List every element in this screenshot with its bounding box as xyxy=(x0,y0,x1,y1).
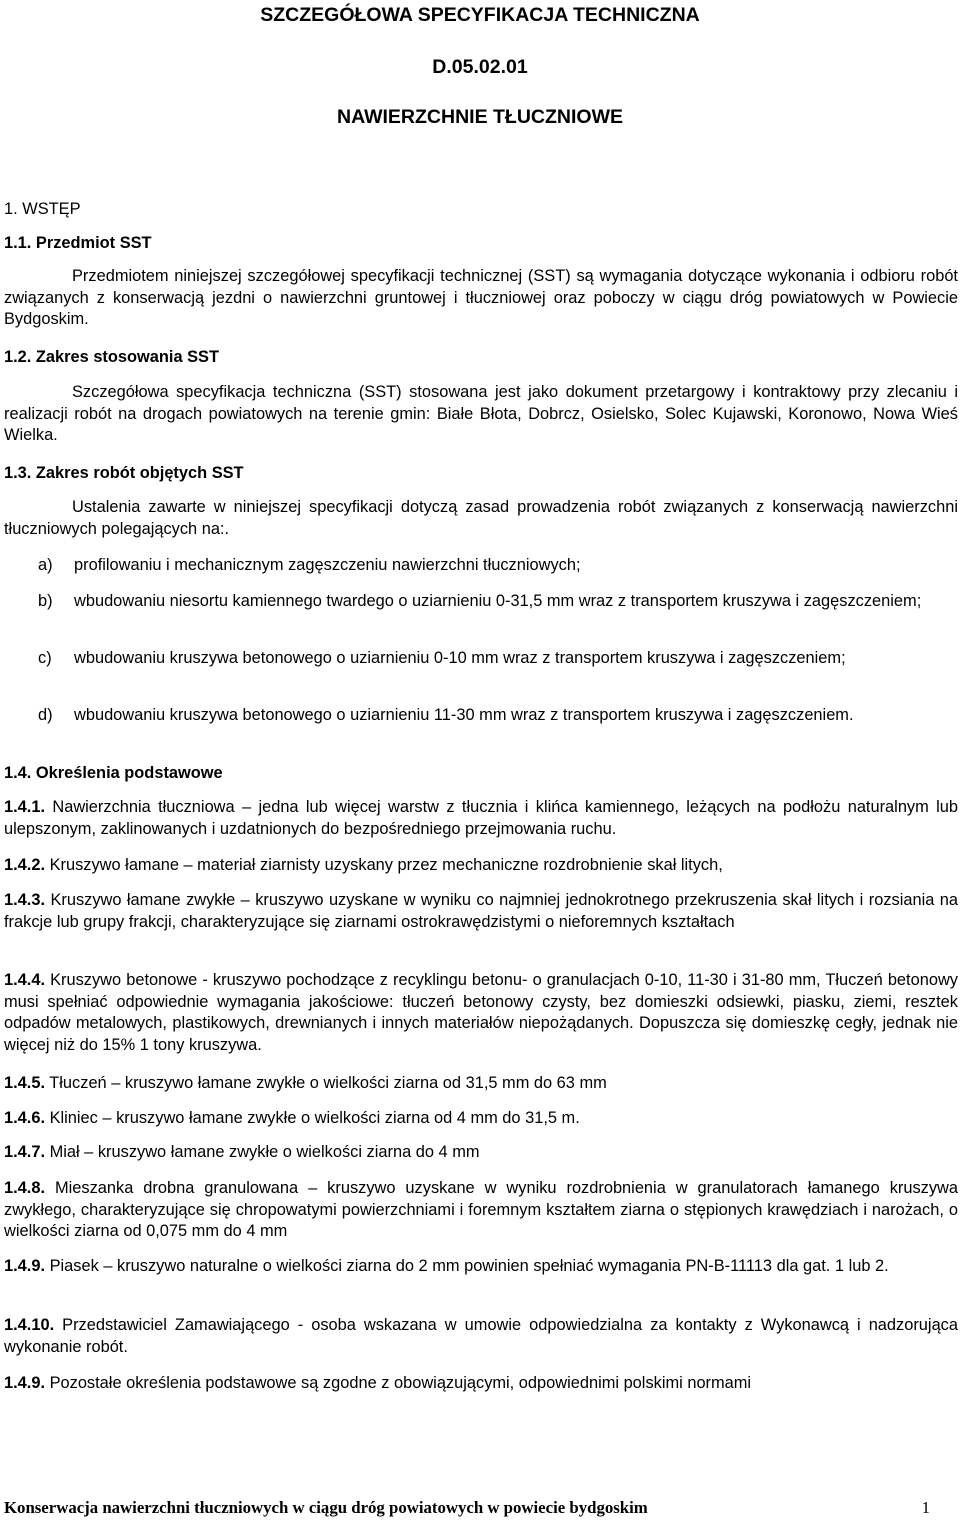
list-item: c) wbudowaniu kruszywa betonowego o uziarnieniu 0-10 mm wraz z transportem kruszywa i zagęszczeniem; xyxy=(38,649,846,667)
definition-1-4-3: 1.4.3. Kruszywo łamane zwykłe – kruszywo uzyskane w wyniku co najmniej jednokrotnego przekruszenia skał litych i rozsiania na frakcje lub grupy frakcji, charakteryzujące się ziarnami ostrokrawędzistymi o nieforemnych kształtach xyxy=(4,891,958,931)
definition-1-4-9: 1.4.9. Piasek – kruszywo naturalne o wielkości ziarna do 2 mm powinien spełniać wymagania PN-B-11113 dla gat. 1 lub 2. xyxy=(4,1257,889,1275)
paragraph-1-2: Szczegółowa specyfikacja techniczna (SST) stosowana jest jako dokument przetargowy i kontraktowy przy zlecaniu i realizacji robót na drogach powiatowych na terenie gmin: Białe Błota, Dobrcz, Osielsko, Solec Kujawski, Koronowo, Nowa Wieś Wielka. xyxy=(4,383,958,445)
list-item: b) wbudowaniu niesortu kamiennego twardego o uziarnieniu 0-31,5 mm wraz z transportem kruszywa i zagęszczeniem; xyxy=(38,592,922,610)
paragraph-1-3: Ustalenia zawarte w niniejszej specyfikacji dotyczą zasad prowadzenia robót związanych z konserwacją nawierzchni tłuczniowych polegających na:. xyxy=(4,498,958,538)
section-number: 1.4. xyxy=(4,764,32,782)
list-item: d) wbudowaniu kruszywa betonowego o uziarnieniu 11-30 mm wraz z transportem kruszywa i zagęszczeniem. xyxy=(38,706,854,724)
definition-1-4-10: 1.4.10. Przedstawiciel Zamawiającego - osoba wskazana w umowie odpowiedzialna za kontakty z Wykonawcą i nadzorująca wykonanie robót. xyxy=(4,1316,958,1356)
section-number: 1.1. xyxy=(4,234,32,252)
section-title: Określenia podstawowe xyxy=(35,764,223,782)
doc-subtitle: NAWIERZCHNIE TŁUCZNIOWE xyxy=(337,106,623,128)
doc-code: D.05.02.01 xyxy=(432,56,528,78)
section-number: 1.3. xyxy=(4,464,32,482)
definition-1-4-1: 1.4.1. Nawierzchnia tłuczniowa – jedna lub więcej warstw z tłucznia i klińca kamiennego, leżących na podłożu naturalnym lub ulepszonym, zaklinowanych i uzdatnionych do bezpośredniego przejmowania ruchu. xyxy=(4,798,959,838)
list-item: a) profilowaniu i mechanicznym zagęszczeniu nawierzchni tłuczniowych; xyxy=(38,556,581,574)
definition-1-4-9-other: 1.4.9. Pozostałe określenia podstawowe są zgodne z obowiązującymi, odpowiednimi polskimi normami xyxy=(4,1374,752,1392)
section-title: Przedmiot SST xyxy=(35,234,152,252)
section-number: 1.2. xyxy=(4,348,32,366)
section-title: Zakres robót objętych SST xyxy=(35,464,244,482)
page-number: 1 xyxy=(921,1498,930,1517)
section-heading-1-3 xyxy=(4,463,244,484)
paragraph-1-1: Przedmiotem niniejszej szczegółowej specyfikacji technicznej (SST) są wymagania dotyczące wykonania i odbioru robót związanych z konserwacją jezdni o nawierzchni gruntowej i tłuczniowej oraz poboczy w ciągu dróg powiatowych w Powiecie Bydgoskim. xyxy=(4,267,958,329)
definition-1-4-8: 1.4.8. Mieszanka drobna granulowana – kruszywo uzyskane w wyniku rozdrobnienia w granulatorach łamanego kruszywa zwykłego, charakteryzujące się chropowatymi powierzchniami i foremnym kształtem ziarna o stępionych krawędziach i narożach, o wielkości ziarna od 0,075 mm do 4 mm xyxy=(4,1179,958,1241)
doc-title: SZCZEGÓŁOWA SPECYFIKACJA TECHNICZNA xyxy=(260,4,700,26)
section-heading-1-2 xyxy=(4,347,219,368)
definition-1-4-2: 1.4.2. Kruszywo łamane – materiał ziarnisty uzyskany przez mechaniczne rozdrobnienie skał litych, xyxy=(4,856,723,874)
section-heading-1-4 xyxy=(4,763,223,784)
definition-1-4-5: 1.4.5. Tłuczeń – kruszywo łamane zwykłe o wielkości ziarna od 31,5 mm do 63 mm xyxy=(4,1074,607,1092)
section-heading-1-1 xyxy=(4,233,152,254)
page-footer xyxy=(4,1497,930,1519)
section-title: Zakres stosowania SST xyxy=(35,348,220,366)
footer-text: Konserwacja nawierzchni tłuczniowych w ciągu dróg powiatowych w powiecie bydgoskim xyxy=(4,1498,648,1517)
definition-1-4-7: 1.4.7. Miał – kruszywo łamane zwykłe o wielkości ziarna do 4 mm xyxy=(4,1143,480,1161)
definition-1-4-6: 1.4.6. Kliniec – kruszywo łamane zwykłe o wielkości ziarna od 4 mm do 31,5 m. xyxy=(4,1109,580,1127)
section-heading-1: 1. WSTĘP xyxy=(4,200,81,218)
definition-1-4-4: 1.4.4. Kruszywo betonowe - kruszywo pochodzące z recyklingu betonu- o granulacjach 0-10, 11-30 i 31-80 mm, Tłuczeń betonowy musi spełniać odpowiednie wymagania jakościowe: tłuczeń betonowy czysty, bez domieszki odsiewki, piasku, ziemi, resztek odpadów metalowych, plastikowych, drewnianych i innych materiałów niepożądanych. Dopuszcza się domieszkę cegły, jednak nie więcej niż do 15% 1 tony kruszywa. xyxy=(4,971,958,1054)
